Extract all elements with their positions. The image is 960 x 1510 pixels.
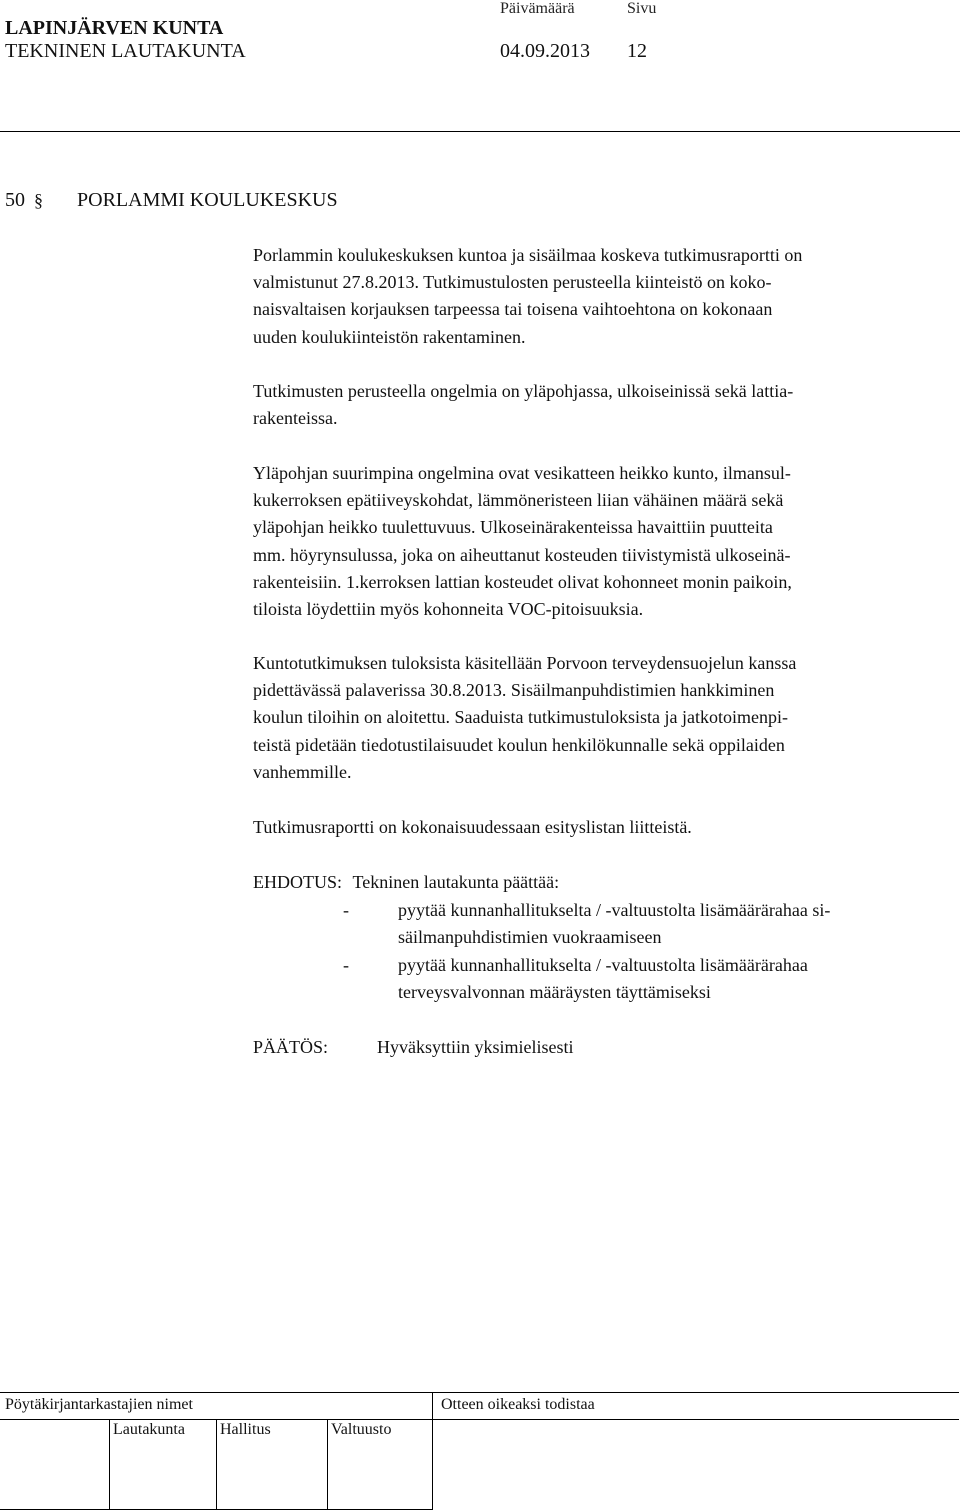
text-line: terveysvalvonnan määräysten täyttämiseksi [398, 982, 711, 1003]
text-line: vanhemmille. [253, 761, 352, 782]
text-line: Porlammin koulukeskuksen kuntoa ja sisäilmaa koskeva tutkimusraportti on [253, 245, 803, 265]
proposal-heading [253, 869, 559, 896]
section-heading [5, 188, 338, 212]
column-divider [216, 1419, 217, 1509]
paragraph-2 [253, 378, 793, 432]
section-title: PORLAMMI KOULUKESKUS [77, 189, 338, 211]
text-line: Tutkimusraportti on kokonaisuudessaan esityslistan liitteistä. [253, 817, 692, 837]
reviewers-label: Pöytäkirjantarkastajien nimet [5, 1396, 193, 1413]
text-line: mm. höyrynsulussa, joka on aiheuttanut kosteuden tiivistymistä ulkoseinä- [253, 544, 791, 565]
text-line: Tutkimusten perusteella ongelmia on yläpohjassa, ulkoiseinissä sekä lattia- [253, 381, 794, 401]
text-line: yläpohjan heikko tuulettuvuus. Ulkoseinärakenteissa havaittiin puutteita [253, 517, 773, 538]
page-number: 12 [627, 40, 647, 62]
organization-name: LAPINJÄRVEN KUNTA [5, 17, 224, 39]
text-line: säilmanpuhdistimien vuokraamiseen [398, 927, 662, 948]
paragraph-5 [253, 814, 692, 841]
text-line: koulun tiloihin on aloitettu. Saaduista tutkimustuloksista ja jatkotoimenpi- [253, 707, 788, 728]
text-line: pidettävässä palaverissa 30.8.2013. Sisäilmanpuhdistimien hankkiminen [253, 680, 775, 701]
text-line: tiloista löydettiin myös kohonneita VOC-pitoisuuksia. [253, 599, 644, 620]
decision-text: Hyväksyttiin yksimielisesti [377, 1037, 574, 1057]
proposal-label: EHDOTUS: [253, 872, 342, 892]
text-line: pyytää kunnanhallitukselta / -valtuustolta lisämäärärahaa [398, 955, 808, 975]
text-line: pyytää kunnanhallitukselta / -valtuustolta lisämäärärahaa si- [398, 900, 831, 920]
header-divider [0, 131, 960, 132]
paragraph-4 [253, 650, 796, 786]
page-label: Sivu [627, 0, 657, 17]
paragraph-1 [253, 242, 802, 351]
proposal-intro: Tekninen lautakunta päättää: [352, 872, 560, 892]
proposal-item-1 [343, 897, 830, 951]
text-line: uuden koulukiinteistön rakentaminen. [253, 326, 526, 347]
section-symbol: § [34, 190, 43, 210]
body-valtuusto: Valtuusto [331, 1421, 392, 1438]
paragraph-3 [253, 460, 792, 623]
list-dash: - [343, 900, 349, 920]
certification-area [432, 1419, 959, 1509]
list-dash: - [343, 955, 349, 975]
decision-label: PÄÄTÖS: [253, 1037, 329, 1057]
text-line: Kuntotutkimuksen tuloksista käsitellään Porvoon terveydensuojelun kanssa [253, 653, 797, 673]
text-line: rakenteissa. [253, 408, 338, 429]
text-line: kukerroksen epätiiveyskohdat, lämmöneristeen liian vähäinen määrä sekä [253, 490, 784, 511]
text-line: valmistunut 27.8.2013. Tutkimustulosten perusteella kiinteistö on koko- [253, 272, 772, 293]
certified-label: Otteen oikeaksi todistaa [441, 1396, 595, 1413]
section-number: 50 [5, 189, 25, 211]
text-line: naisvaltaisen korjauksen tarpeessa tai toisena vaihtoehtona on kokonaan [253, 299, 773, 320]
column-divider [109, 1419, 110, 1509]
text-line: Yläpohjan suurimpina ongelmina ovat vesikatteen heikko kunto, ilmansul- [253, 463, 791, 483]
proposal-item-2 [343, 952, 808, 1006]
date-label: Päivämäärä [500, 0, 575, 17]
column-divider [327, 1419, 328, 1509]
body-lautakunta: Lautakunta [113, 1421, 185, 1438]
text-line: teistä pidetään tiedotustilaisuudet koulun henkilökunnalle sekä oppilaiden [253, 734, 785, 755]
document-date: 04.09.2013 [500, 40, 590, 62]
body-hallitus: Hallitus [220, 1421, 271, 1438]
committee-name: TEKNINEN LAUTAKUNTA [5, 40, 246, 62]
text-line: rakenteisiin. 1.kerroksen lattian kosteudet olivat kohonneet monin paikoin, [253, 571, 792, 592]
